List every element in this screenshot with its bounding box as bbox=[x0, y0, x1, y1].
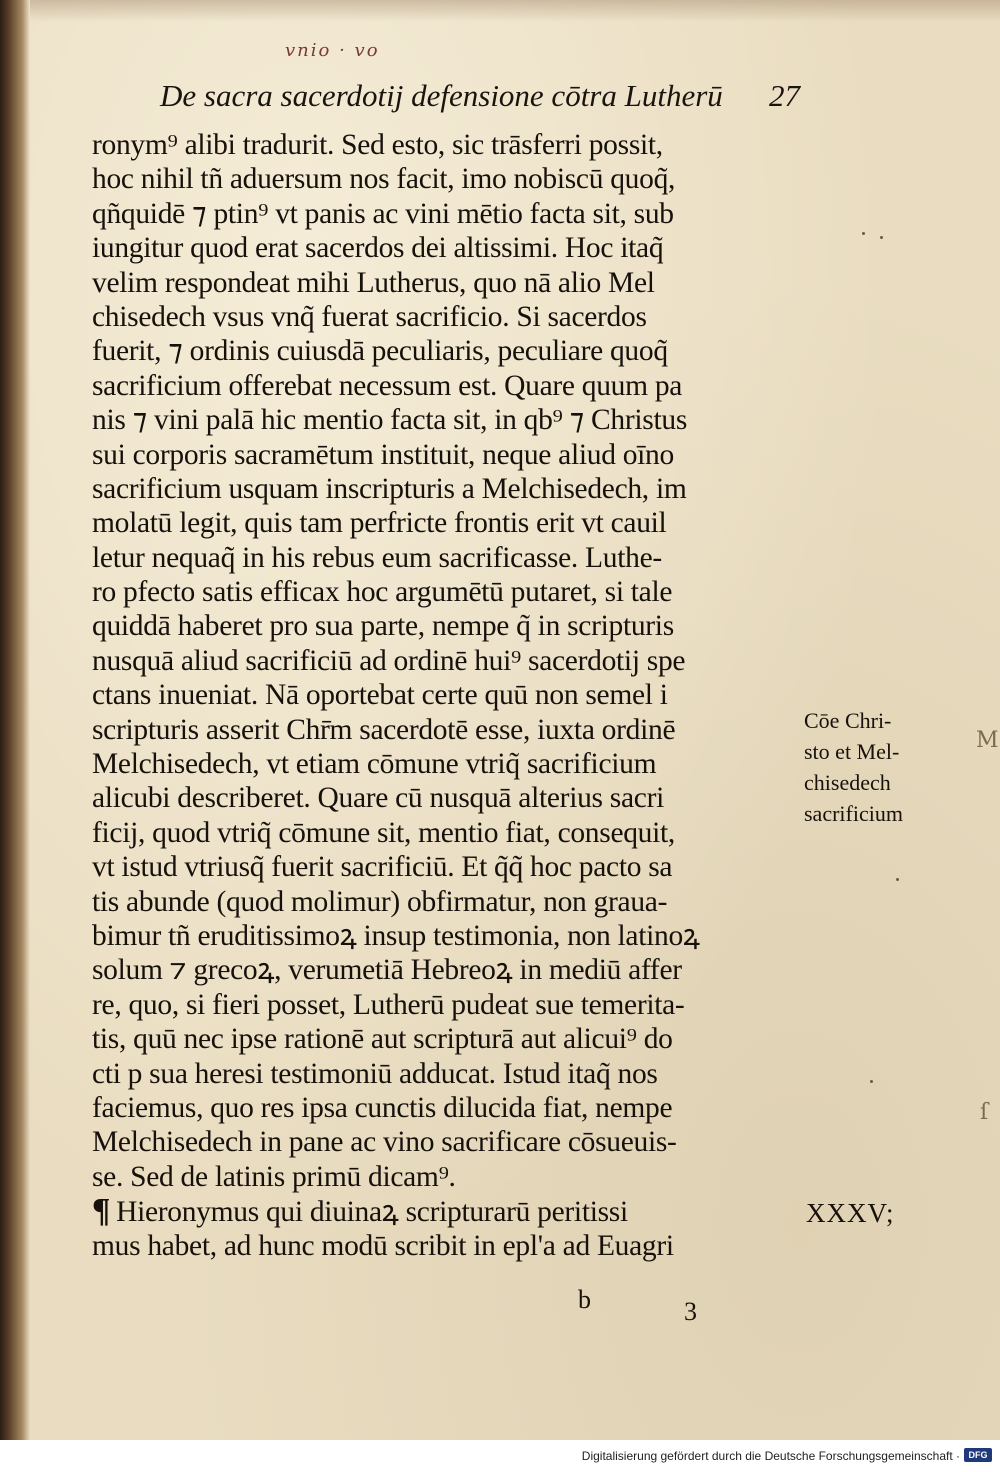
text-line: cti p sua heresi testimoniū adducat. Istud itaq̃ nos bbox=[92, 1057, 658, 1090]
running-head bbox=[160, 78, 800, 114]
text-line: ro pfecto satis efficax hoc argumētū putaret, si tale bbox=[92, 576, 673, 609]
marginal-note bbox=[804, 705, 964, 829]
top-shadow bbox=[30, 0, 1000, 22]
text-line: molatū legit, quis tam perfricte frontis erit vt cauil bbox=[92, 507, 667, 540]
folio-number: 27 bbox=[769, 78, 800, 113]
text-line: iungitur quod erat sacerdos dei altissimi. Hoc itaq̃ bbox=[92, 232, 664, 265]
text-line: vt istud vtriusq̃ fuerit sacrificiū. Et q̃q̃ hoc pacto sa bbox=[92, 851, 673, 884]
text-line: mus habet, ad hunc modū scribit in epl'a ad Euagri bbox=[92, 1229, 674, 1262]
pilcrow-icon: ¶ bbox=[92, 1192, 111, 1230]
text-line: nis ⁊ vini palā hic mentio facta sit, in qb⁹ ⁊ Christus bbox=[92, 404, 688, 437]
text-line: ficij, quod vtriq̃ cōmune sit, mentio fiat, consequit, bbox=[92, 816, 676, 849]
text-line: qñquidē ⁊ ptin⁹ vt panis ac vini mētio facta sit, sub bbox=[92, 197, 674, 230]
ink-speck bbox=[862, 232, 865, 235]
handwritten-marginalia: vnio · vo bbox=[285, 40, 380, 61]
paragraph-line-text: Hieronymus qui diuinaꝝ scripturarū peritissi bbox=[116, 1196, 628, 1229]
text-line: re, quo, si fieri posset, Lutherū pudeat sue temerita- bbox=[92, 988, 685, 1021]
ink-speck bbox=[870, 1080, 873, 1083]
marginal-note-line: sacrificium bbox=[804, 801, 903, 826]
text-line: sui corporis sacramētum instituit, neque aliud oīno bbox=[92, 438, 674, 471]
text-line: ronym⁹ alibi tradurit. Sed esto, sic trāsferri possit, bbox=[92, 129, 663, 161]
text-line: letur nequaq̃ in his rebus eum sacrificasse. Luthe- bbox=[92, 541, 662, 574]
dfg-logo: DFG bbox=[964, 1448, 992, 1462]
text-line: alicubi describeret. Quare cū nusquā alterius sacri bbox=[92, 782, 664, 815]
marginal-note-line: Cōe Chri- bbox=[804, 708, 892, 733]
text-line: tis abunde (quod molimur) obfirmatur, non graua- bbox=[92, 885, 668, 918]
ink-speck bbox=[896, 878, 899, 881]
ink-speck bbox=[880, 236, 883, 239]
text-line: sacrificium offerebat necessum est. Quare quum pa bbox=[92, 369, 683, 402]
text-line: quiddā haberet pro sua parte, nempe q̃ in scripturis bbox=[92, 610, 674, 643]
signature-mark bbox=[578, 1285, 697, 1326]
show-through-char: ſ bbox=[980, 1100, 989, 1125]
text-line: sacrificium usquam inscripturis a Melchisedech, im bbox=[92, 472, 687, 505]
text-line: faciemus, quo res ipsa cunctis dilucida fiat, nempe bbox=[92, 1091, 673, 1124]
binding-edge bbox=[0, 0, 30, 1440]
main-text-block bbox=[92, 128, 792, 1263]
running-head-title: De sacra sacerdotij defensione cōtra Lutherū bbox=[160, 78, 723, 113]
text-line: Melchisedech in pane ac vino sacrificare cōsueuis- bbox=[92, 1126, 677, 1159]
text-line: se. Sed de latinis primū dicam⁹. bbox=[92, 1160, 456, 1193]
footer-credit: Digitalisierung gefördert durch die Deutsche Forschungsgemeinschaft · bbox=[581, 1449, 960, 1463]
text-line: hoc nihil tñ aduersum nos facit, imo nobiscū quoq̃, bbox=[92, 163, 676, 196]
footer-bar bbox=[0, 1440, 1000, 1472]
paragraph-first-line bbox=[92, 1194, 792, 1228]
signature-number: 3 bbox=[684, 1297, 697, 1326]
text-line: tis, quū nec ipse rationē aut scripturā aut alicui⁹ do bbox=[92, 1023, 673, 1056]
text-line: solum ⁊ grecoꝝ, verumetiā Hebreoꝝ in mediū affer bbox=[92, 954, 682, 987]
show-through-char: M bbox=[976, 728, 999, 753]
section-number: XXXV; bbox=[806, 1198, 895, 1228]
text-line: Melchisedech, vt etiam cōmune vtriq̃ sacrificium bbox=[92, 748, 657, 781]
text-line: ctans inueniat. Nā oportebat certe quū non semel i bbox=[92, 679, 668, 712]
marginal-note-line: sto et Mel- bbox=[804, 739, 900, 764]
text-line: chisedech vsus vnq̃ fuerat sacrificio. Si sacerdos bbox=[92, 300, 647, 333]
marginal-note-line: chisedech bbox=[804, 770, 891, 795]
text-line: scripturis asserit Chr̄m sacerdotē esse, iuxta ordinē bbox=[92, 713, 676, 746]
text-line: velim respondeat mihi Lutherus, quo nā alio Mel bbox=[92, 266, 655, 299]
text-line: fuerit, ⁊ ordinis cuiusdā peculiaris, peculiare quoq̃ bbox=[92, 335, 668, 368]
text-line: bimur tñ eruditissimoꝝ insup testimonia, non latinoꝝ bbox=[92, 919, 700, 952]
text-line: nusquā aliud sacrificiū ad ordinē hui⁹ sacerdotij spe bbox=[92, 644, 686, 677]
signature-letter: b bbox=[578, 1285, 591, 1314]
